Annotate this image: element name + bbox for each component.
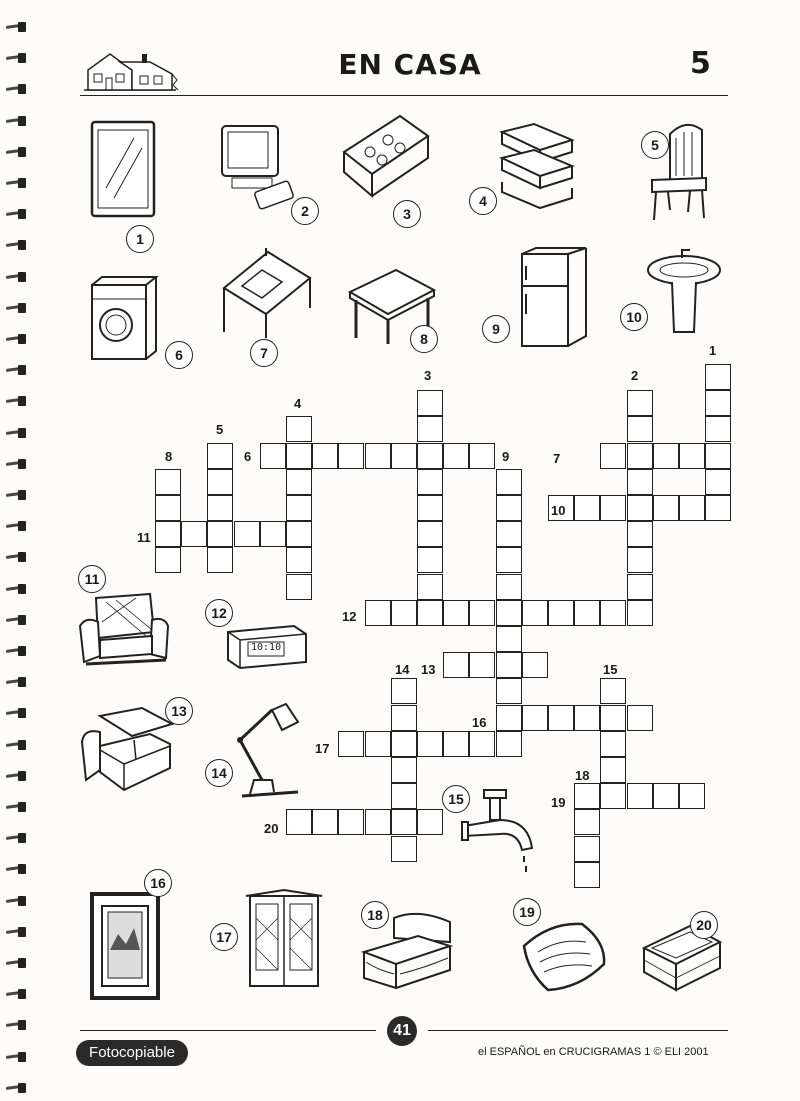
binding-ring <box>6 1083 26 1093</box>
refrigerator-icon <box>516 246 592 355</box>
crossword-cell[interactable] <box>496 705 522 731</box>
footer-rule-left <box>80 1030 376 1031</box>
crossword-cell[interactable] <box>207 469 233 495</box>
crossword-cell[interactable] <box>600 705 626 731</box>
crossword-cell[interactable] <box>653 495 679 521</box>
binding-ring <box>6 1020 26 1030</box>
binding-ring <box>6 303 26 313</box>
crossword-cell[interactable] <box>417 547 443 573</box>
crossword-cell[interactable] <box>286 574 312 600</box>
binding-ring <box>6 459 26 469</box>
armchair-icon <box>76 592 172 677</box>
copyright-credit: el ESPAÑOL en CRUCIGRAMAS 1 © ELI 2001 <box>478 1046 709 1058</box>
clue-number-20: 20 <box>264 821 279 836</box>
crossword-cell[interactable] <box>286 443 312 469</box>
crossword-cell[interactable] <box>574 862 600 888</box>
page-title: EN CASA <box>338 48 482 81</box>
binding-ring <box>6 147 26 157</box>
crossword-cell[interactable] <box>391 678 417 704</box>
house-icon <box>80 40 180 95</box>
binding-ring <box>6 646 26 656</box>
crossword-cell[interactable] <box>627 783 653 809</box>
clue-number-8: 8 <box>165 449 173 464</box>
crossword-cell[interactable] <box>417 521 443 547</box>
crossword-cell[interactable] <box>207 521 233 547</box>
crossword-cell[interactable] <box>600 757 626 783</box>
crossword-cell[interactable] <box>155 469 181 495</box>
picture-number-8: 8 <box>410 325 438 353</box>
binding-ring <box>6 116 26 126</box>
crossword-cell[interactable] <box>286 495 312 521</box>
clue-number-19: 19 <box>551 795 566 810</box>
picture-number-19: 19 <box>513 898 541 926</box>
binding-ring <box>6 53 26 63</box>
crossword-cell[interactable] <box>548 705 574 731</box>
crossword-cell[interactable] <box>443 652 469 678</box>
crossword-cell[interactable] <box>365 443 391 469</box>
binding-ring <box>6 22 26 32</box>
crossword-cell[interactable] <box>496 678 522 704</box>
binding-ring <box>6 552 26 562</box>
crossword-cell[interactable] <box>417 469 443 495</box>
crossword-cell[interactable] <box>286 416 312 442</box>
crossword-cell[interactable] <box>679 443 705 469</box>
clue-number-12: 12 <box>342 609 357 624</box>
alarm-clock-icon <box>224 622 310 672</box>
crossword-cell[interactable] <box>417 574 443 600</box>
crossword-cell[interactable] <box>260 443 286 469</box>
crossword-cell[interactable] <box>627 416 653 442</box>
binding-ring <box>6 334 26 344</box>
crossword-cell[interactable] <box>391 809 417 835</box>
picture-number-17: 17 <box>210 923 238 951</box>
binding-ring <box>6 584 26 594</box>
crossword-cell[interactable] <box>705 469 731 495</box>
picture-number-7: 7 <box>250 339 278 367</box>
binding-ring <box>6 896 26 906</box>
binding-ring <box>6 864 26 874</box>
crossword-cell[interactable] <box>574 783 600 809</box>
binding-ring <box>6 240 26 250</box>
crossword-cell[interactable] <box>496 652 522 678</box>
binding-ring <box>6 521 26 531</box>
binding-ring <box>6 1052 26 1062</box>
crossword-cell[interactable] <box>417 416 443 442</box>
crossword-cell[interactable] <box>627 495 653 521</box>
crossword-cell[interactable] <box>496 731 522 757</box>
clue-number-2: 2 <box>631 368 639 383</box>
crossword-cell[interactable] <box>312 809 338 835</box>
crossword-cell[interactable] <box>391 443 417 469</box>
crossword-cell[interactable] <box>260 521 286 547</box>
picture-number-2: 2 <box>291 197 319 225</box>
crossword-cell[interactable] <box>207 495 233 521</box>
crossword-cell[interactable] <box>600 783 626 809</box>
crossword-cell[interactable] <box>679 495 705 521</box>
clue-number-4: 4 <box>294 396 302 411</box>
crossword-cell[interactable] <box>181 521 207 547</box>
binding-ring <box>6 396 26 406</box>
crossword-cell[interactable] <box>365 600 391 626</box>
crossword-cell[interactable] <box>496 547 522 573</box>
crossword-cell[interactable] <box>469 731 495 757</box>
footer-rule-right <box>428 1030 728 1031</box>
sofa-icon <box>78 706 176 801</box>
pillow-icon <box>520 916 610 1001</box>
clue-number-14: 14 <box>395 662 410 677</box>
clue-number-15: 15 <box>603 662 618 677</box>
picture-number-12: 12 <box>205 599 233 627</box>
crossword-cell[interactable] <box>391 600 417 626</box>
crossword-cell[interactable] <box>522 600 548 626</box>
picture-number-15: 15 <box>442 785 470 813</box>
crossword-cell[interactable] <box>365 731 391 757</box>
washing-machine-icon <box>86 275 162 368</box>
crossword-cell[interactable] <box>574 705 600 731</box>
spiral-binding <box>0 0 34 1101</box>
crossword-cell[interactable] <box>627 705 653 731</box>
crossword-cell[interactable] <box>627 469 653 495</box>
kitchen-sink-icon <box>220 248 312 345</box>
binding-ring <box>6 615 26 625</box>
crossword-cell[interactable] <box>469 652 495 678</box>
crossword-cell[interactable] <box>679 783 705 809</box>
crossword-cell[interactable] <box>443 600 469 626</box>
crossword-cell[interactable] <box>600 678 626 704</box>
crossword-cell[interactable] <box>574 600 600 626</box>
crossword-cell[interactable] <box>338 443 364 469</box>
crossword-cell[interactable] <box>469 443 495 469</box>
clue-number-1: 1 <box>709 343 717 358</box>
binding-ring <box>6 84 26 94</box>
crossword-cell[interactable] <box>627 521 653 547</box>
crossword-cell[interactable] <box>234 521 260 547</box>
crossword-cell[interactable] <box>705 390 731 416</box>
crossword-cell[interactable] <box>600 731 626 757</box>
binding-ring <box>6 958 26 968</box>
crossword-cell[interactable] <box>627 390 653 416</box>
desk-lamp-icon <box>228 700 308 805</box>
crossword-cell[interactable] <box>286 469 312 495</box>
picture-frame-icon <box>88 890 164 1007</box>
binding-ring <box>6 833 26 843</box>
crossword-cell[interactable] <box>522 652 548 678</box>
crossword-cell[interactable] <box>574 809 600 835</box>
tap-icon <box>460 786 544 883</box>
clue-number-3: 3 <box>424 368 432 383</box>
photocopiable-badge: Fotocopiable <box>76 1040 188 1066</box>
clue-number-10: 10 <box>551 503 566 518</box>
binding-ring <box>6 771 26 781</box>
television-icon <box>218 122 300 217</box>
picture-number-10: 10 <box>620 303 648 331</box>
crossword-cell[interactable] <box>574 836 600 862</box>
clue-number-13: 13 <box>421 662 436 677</box>
picture-number-16: 16 <box>144 869 172 897</box>
unit-number: 5 <box>690 46 711 81</box>
picture-number-9: 9 <box>482 315 510 343</box>
crossword-cell[interactable] <box>391 836 417 862</box>
binding-ring <box>6 802 26 812</box>
binding-ring <box>6 365 26 375</box>
binding-ring <box>6 490 26 500</box>
crossword-cell[interactable] <box>286 809 312 835</box>
wardrobe-icon <box>244 888 324 997</box>
crossword-cell[interactable] <box>496 495 522 521</box>
crossword-cell[interactable] <box>155 521 181 547</box>
crossword-cell[interactable] <box>653 783 679 809</box>
picture-number-3: 3 <box>393 200 421 228</box>
clue-number-17: 17 <box>315 741 330 756</box>
crossword-cell[interactable] <box>653 443 679 469</box>
picture-number-18: 18 <box>361 901 389 929</box>
crossword-cell[interactable] <box>417 809 443 835</box>
crossword-cell[interactable] <box>365 809 391 835</box>
crossword-cell[interactable] <box>338 731 364 757</box>
crossword-cell[interactable] <box>705 416 731 442</box>
picture-number-6: 6 <box>165 341 193 369</box>
binding-ring <box>6 178 26 188</box>
crossword-cell[interactable] <box>391 757 417 783</box>
crossword-cell[interactable] <box>417 390 443 416</box>
clue-number-9: 9 <box>502 449 510 464</box>
picture-number-11: 11 <box>78 565 106 593</box>
clue-number-5: 5 <box>216 422 224 437</box>
header-rule <box>80 95 728 96</box>
crossword-cell[interactable] <box>522 705 548 731</box>
washbasin-icon <box>644 246 724 341</box>
crossword-cell[interactable] <box>548 600 574 626</box>
binding-ring <box>6 209 26 219</box>
mirror-icon <box>86 118 162 227</box>
picture-number-1: 1 <box>126 225 154 253</box>
crossword-cell[interactable] <box>338 809 364 835</box>
crossword-cell[interactable] <box>705 443 731 469</box>
crossword-cell[interactable] <box>286 521 312 547</box>
crossword-cell[interactable] <box>496 626 522 652</box>
binding-ring <box>6 428 26 438</box>
crossword-cell[interactable] <box>155 547 181 573</box>
crossword-cell[interactable] <box>207 443 233 469</box>
crossword-cell[interactable] <box>391 783 417 809</box>
crossword-cell[interactable] <box>391 705 417 731</box>
drawers-icon <box>494 120 580 215</box>
clue-number-11: 11 <box>137 530 151 545</box>
crossword-cell[interactable] <box>496 521 522 547</box>
crossword-cell[interactable] <box>705 495 731 521</box>
crossword-cell[interactable] <box>627 600 653 626</box>
picture-number-5: 5 <box>641 131 669 159</box>
clue-number-6: 6 <box>244 449 252 464</box>
picture-number-14: 14 <box>205 759 233 787</box>
binding-ring <box>6 989 26 999</box>
crossword-cell[interactable] <box>496 600 522 626</box>
clue-number-7: 7 <box>553 451 561 466</box>
binding-ring <box>6 272 26 282</box>
binding-ring <box>6 677 26 687</box>
crossword-cell[interactable] <box>627 547 653 573</box>
crossword-cell[interactable] <box>417 600 443 626</box>
binding-ring <box>6 740 26 750</box>
crossword-cell[interactable] <box>627 443 653 469</box>
crossword-cell[interactable] <box>705 364 731 390</box>
crossword-cell[interactable] <box>391 731 417 757</box>
crossword-cell[interactable] <box>496 469 522 495</box>
crossword-cell[interactable] <box>286 547 312 573</box>
crossword-cell[interactable] <box>574 495 600 521</box>
clue-number-18: 18 <box>575 768 590 783</box>
crossword-cell[interactable] <box>417 443 443 469</box>
picture-number-4: 4 <box>469 187 497 215</box>
clue-number-16: 16 <box>472 715 487 730</box>
stove-icon <box>340 112 432 209</box>
crossword-cell[interactable] <box>207 547 233 573</box>
crossword-cell[interactable] <box>155 495 181 521</box>
crossword-cell[interactable] <box>600 443 626 469</box>
crossword-cell[interactable] <box>496 574 522 600</box>
crossword-cell[interactable] <box>627 574 653 600</box>
clock-display: 10:10 <box>251 642 282 653</box>
binding-ring <box>6 927 26 937</box>
book-page-number: 41 <box>387 1016 417 1046</box>
crossword-cell[interactable] <box>600 495 626 521</box>
picture-number-20: 20 <box>690 911 718 939</box>
crossword-cell[interactable] <box>443 731 469 757</box>
binding-ring <box>6 708 26 718</box>
picture-number-13: 13 <box>165 697 193 725</box>
crossword-cell[interactable] <box>417 731 443 757</box>
crossword-cell[interactable] <box>312 443 338 469</box>
crossword-cell[interactable] <box>417 495 443 521</box>
crossword-cell[interactable] <box>600 600 626 626</box>
crossword-cell[interactable] <box>469 600 495 626</box>
crossword-cell[interactable] <box>443 443 469 469</box>
